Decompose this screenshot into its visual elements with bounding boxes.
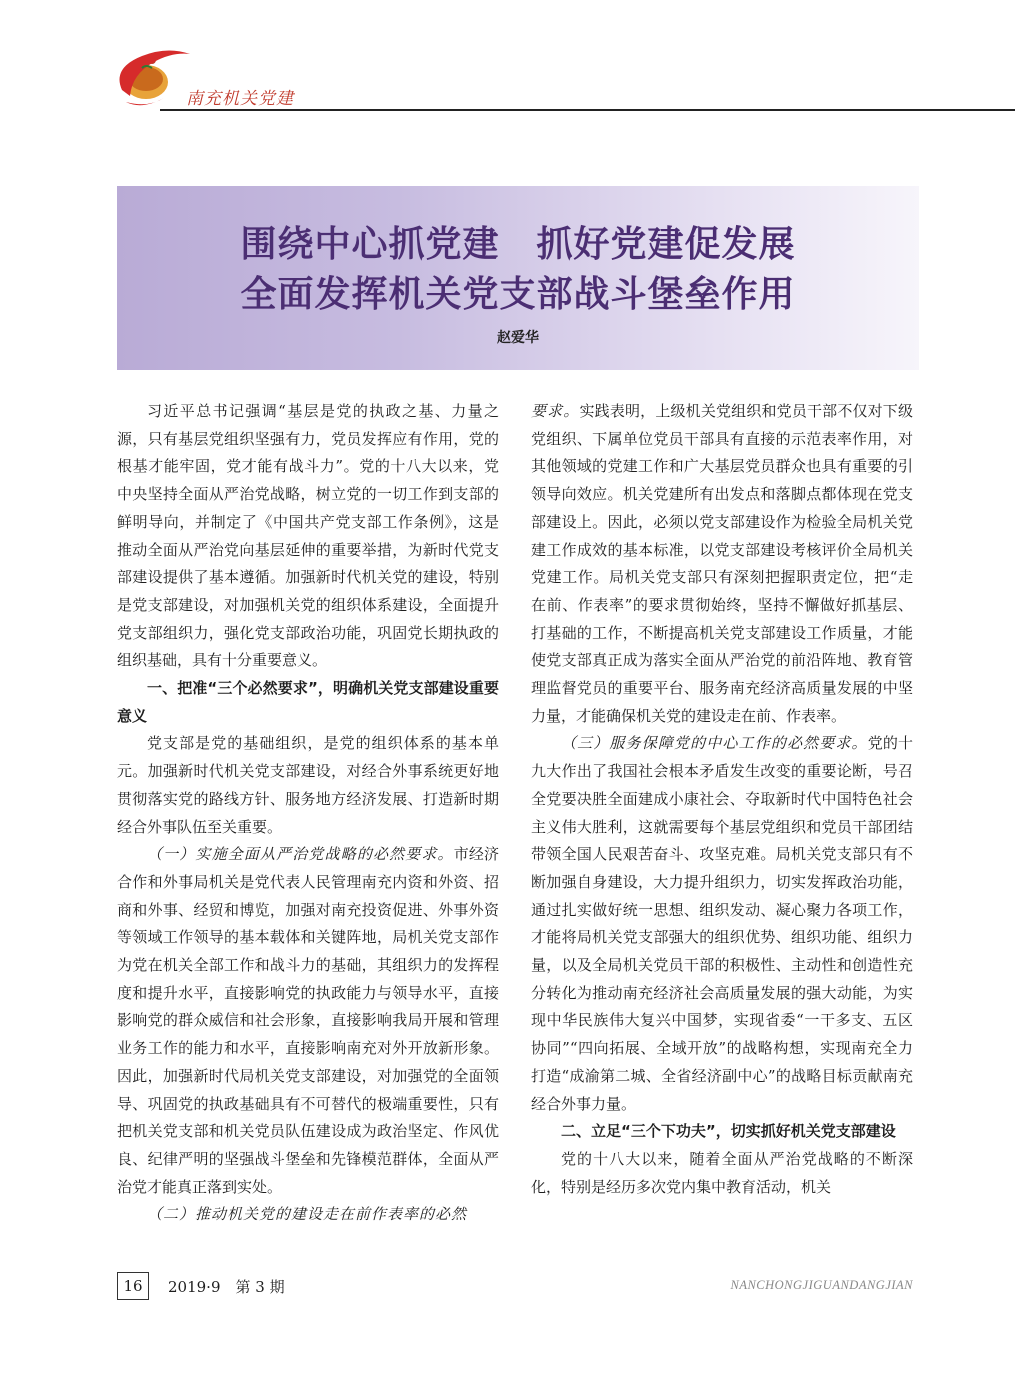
article-author: 赵爱华	[497, 330, 539, 346]
paragraph	[531, 398, 913, 730]
paragraph-body: 实践表明，上级机关党组织和党员干部不仅对下级党组织、下属单位党员干部具有直接的示范表率作用，对其他领域的党建工作和广大基层党员群众也具有重要的引领导向效应。机关党建所有出发点和落脚点都体现在党支部建设上。因此，必须以党支部建设作为检验全局机关党建工作成效的基本标准，以党支部建设考核评价全局机关党建工作。局机关党支部只有深刻把握职责定位，把“走在前、作表率”的要求贯彻始终，坚持不懈做好抓基层、打基础的工作，不断提高机关党支部建设工作质量，才能使党支部真正成为落实全面从严治党的前沿阵地、教育管理监督党员的重要平台、服务南充经济高质量发展的中坚力量，才能确保机关党的建设走在前、作表率。	[531, 402, 913, 725]
article-title-line-2: 全面发挥机关党支部战斗堡垒作用	[240, 274, 796, 315]
section-heading: 一、把准“三个必然要求”，明确机关党支部建设重要意义	[117, 679, 499, 725]
magazine-logo	[112, 38, 192, 114]
paragraph	[531, 730, 913, 1118]
section-heading: 二、立足“三个下功夫”，切实抓好机关党支部建设	[561, 1122, 896, 1141]
left-column	[117, 398, 499, 1229]
title-banner	[117, 186, 919, 370]
subsection-lead: （三）服务保障党的中心工作的必然要求。	[561, 734, 868, 753]
paragraph	[117, 841, 499, 1201]
page-number: 16	[117, 1272, 149, 1300]
subsection-lead-continued: 要求。	[531, 402, 580, 420]
brand-name: 南充机关党建	[186, 89, 294, 109]
paragraph	[117, 1201, 499, 1229]
paragraph-body: 市经济合作和外事局机关是党代表人民管理南充内资和外资、招商和外事、经贸和博览，加强对南充投资促进、外事外资等领域工作领导的基本载体和关键阵地，局机关党支部作为党在机关全部工作和战斗力的基础，其组织力的发挥程度和提升水平，直接影响党的执政能力与领导水平，直接影响党的群众威信和社会形象，直接影响我局开展和管理业务工作的能力和水平，直接影响南充对外开放新形象。因此，加强新时代局机关党支部建设，对加强党的全面领导、巩固党的执政基础具有不可替代的极端重要性，只有把机关党支部和机关党员队伍建设成为政治坚定、作风优良、纪律严明的坚强战斗堡垒和先锋模范群体，全面从严治党才能真正落到实处。	[117, 845, 499, 1196]
issue-info: 2019·9 第 3 期	[168, 1278, 285, 1296]
paragraph: 习近平总书记强调“基层是党的执政之基、力量之源，只有基层党组织坚强有力，党员发挥应有作用，党的根基才能牢固，党才能有战斗力”。党的十八大以来，党中央坚持全面从严治党战略，树立党的一切工作到支部的鲜明导向，并制定了《中国共产党支部工作条例》，这是推动全面从严治党向基层延伸的重要举措，为新时代党支部建设提供了基本遵循。加强新时代机关党的建设，特别是党支部建设，对加强机关党的组织体系建设，全面提升党支部组织力，强化党支部政治功能，巩固党长期执政的组织基础，具有十分重要意义。	[117, 402, 499, 670]
paragraph: 党支部是党的基础组织，是党的组织体系的基本单元。加强新时代机关党支部建设，对经合外事系统更好地贯彻落实党的路线方针、服务地方经济发展、打造新时期经合外事队伍至关重要。	[117, 734, 499, 836]
article-title-line-1: 围绕中心抓党建 抓好党建促发展	[240, 224, 796, 265]
paragraph-body: 党的十九大作出了我国社会根本矛盾发生改变的重要论断，号召全党要决胜全面建成小康社会、夺取新时代中国特色社会主义伟大胜利，这就需要每个基层党组织和党员干部团结带领全国人民艰苦奋斗、攻坚克难。局机关党支部只有不断加强自身建设，大力提升组织力，切实发挥政治功能，通过扎实做好统一思想、组织发动、凝心聚力各项工作，才能将局机关党支部强大的组织优势、组织功能、组织力量，以及全局机关党员干部的积极性、主动性和创造性充分转化为推动南充经济社会高质量发展的强大动能，为实现中华民族伟大复兴中国梦，实现省委“一干多支、五区协同”“四向拓展、全域开放”的战略构想，实现南充全力打造“成渝第二城、全省经济副中心”的战略目标贡献南充经合外事力量。	[531, 734, 913, 1113]
right-column	[531, 398, 913, 1201]
subsection-lead: （二）推动机关党的建设走在前作表率的必然	[147, 1205, 468, 1224]
magazine-name-en: NANCHONGJIGUANDANGJIAN	[730, 1278, 913, 1292]
header-rule	[160, 109, 1015, 111]
subsection-lead: （一）实施全面从严治党战略的必然要求。	[147, 845, 454, 864]
paragraph: 党的十八大以来，随着全面从严治党战略的不断深化，特别是经历多次党内集中教育活动，机关	[531, 1149, 913, 1196]
